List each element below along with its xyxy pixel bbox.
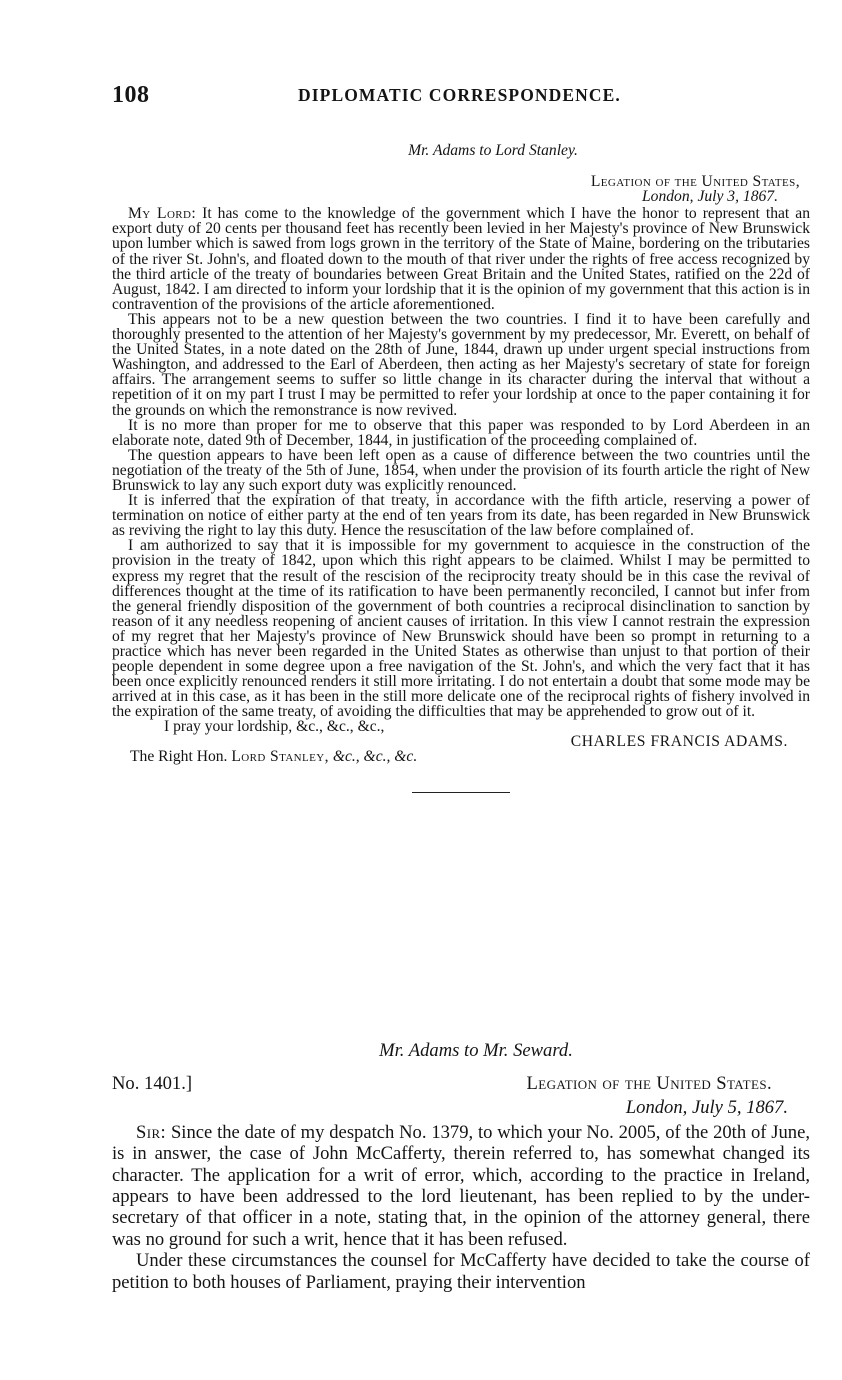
letter-adams-to-seward <box>112 1040 810 1293</box>
closing: I pray your lordship, &c., &c., &c., <box>164 718 385 736</box>
paragraph: It is inferred that the expiration of that treaty, in accordance with the fifth article, reserving a power of termination on notice of either party at the end of ten years from its date, has been regarded in New Brunswick as reviving the right to lay this duty. Hence the resuscitation of the law before complained of. <box>112 492 810 540</box>
despatch-number: No. 1401.] <box>112 1073 193 1095</box>
paragraph-text: It has come to the knowledge of the government which I have the honor to represent that an export duty of 20 cents per thousand feet has recently been levied in her Majesty's province of New Brunswick upon lumber which is sawed from logs grown in the territory of the State of Maine, bordering on the tributaries of the river St. John's, and floated down to the mouth of that river under the rights of free access recognized by the third article of the treaty of boundaries between Great Britain and the United States, ratified on the 22d of August, 1842. I am directed to inform your lordship that it is the opinion of my government that this action is in contravention of the provisions of the article aforementioned. <box>112 205 810 313</box>
paragraph: Under these circumstances the counsel for McCafferty have decided to take the course of petition to both houses of Parliament, praying their intervention <box>112 1250 810 1293</box>
paragraph-text: Since the date of my despatch No. 1379, to which your No. 2005, of the 20th of June, is in answer, the case of John McCafferty, therein referred to, has somewhat changed its character. The application for a writ of error, which, according to the practice in Ireland, appears to have been addressed to the lord lieutenant, has been replied to by the under-secretary of that officer in a note, stating that, in the opinion of the attorney general, there was no ground for such a writ, hence that it has been refused. <box>112 1121 811 1250</box>
running-head <box>112 82 812 108</box>
paragraph <box>112 206 810 312</box>
salutation: My Lord: <box>128 205 197 223</box>
date-line: London, July 3, 1867. <box>641 188 778 206</box>
letter-heading: Mr. Adams to Lord Stanley. <box>408 142 578 159</box>
paragraph: It is no more than proper for me to observe that this paper was responded to by Lord Aberdeen in an elaborate note, dated 9th of December, 1844, in justification of the proceeding complained of. <box>112 416 810 449</box>
addressee <box>112 749 810 764</box>
signature: CHARLES FRANCIS ADAMS. <box>570 732 788 750</box>
date-line: London, July 5, 1867. <box>625 1097 788 1119</box>
section-divider <box>412 792 510 793</box>
paragraph <box>112 1122 810 1250</box>
addressee-prefix: The Right Hon. <box>130 747 228 765</box>
letter-heading: Mr. Adams to Mr. Seward. <box>379 1040 573 1061</box>
sender-line: Legation of the United States. <box>526 1073 772 1095</box>
sender-line: Legation of the United States, <box>590 173 800 191</box>
running-title: DIPLOMATIC CORRESPONDENCE. <box>298 85 621 105</box>
addressee-name: Lord Stanley, <box>231 747 329 765</box>
despatch-reference-line <box>112 1073 810 1097</box>
paragraph: The question appears to have been left open as a cause of difference between the two countries until the negotiation of the treaty of the 5th of June, 1854, when under the provision of its fourth article the right of New Brunswick to lay any such export duty was explicitly renounced. <box>112 446 810 494</box>
paragraph: I am authorized to say that it is impossible for my government to acquiesce in the construction of the provision in the treaty of 1842, upon which this right appears to be claimed. Whilst I may be permitted to express my regret that the result of the rescision of the reciprocity treaty should be in this case the revival of differences thought at the time of its ratification to have been permanently reconciled, I cannot but infer from the general friendly disposition of the government of both countries a reciprocal disinclination to sanction by reason of it any needless reopening of ancient causes of irritation. In this view I cannot restrain the expression of my regret that her Majesty's province of New Brunswick should have been so prompt in returning to a practice which has never been regarded in the United States as otherwise than unjust to that portion of their people dependent in some degree upon a free navigation of the St. John's, and which the very fact that it has been once explicitly renounced renders it still more irritating. I do not entertain a doubt that some mode may be arrived at in this case, as it has been in the still more delicate one of the reciprocal rights of fishery involved in the expiration of the same treaty, of avoiding the difficulties that may be apprehended to grow out of it. <box>112 537 810 721</box>
salutation: Sir: <box>136 1121 167 1143</box>
page-number: 108 <box>112 82 150 108</box>
paragraph: This appears not to be a new question between the two countries. I find it to have been carefully and thoroughly presented to the attention of her Majesty's government by my predecessor, Mr. Everett, on behalf of the United States, in a note dated on the 28th of June, 1844, drawn up under urgent special instructions from Washington, and addressed to the Earl of Aberdeen, then acting as her Majesty's secretary of state for foreign affairs. The arrangement seems to suffer so little change in its character during the interval that without a repetition of it on my part I trust I may be permitted to refer your lordship at once to the paper containing it for the grounds on which the remonstrance is now revived. <box>112 310 810 419</box>
addressee-suffix: &c., &c., &c. <box>332 747 418 765</box>
letter-adams-to-stanley <box>112 143 810 793</box>
